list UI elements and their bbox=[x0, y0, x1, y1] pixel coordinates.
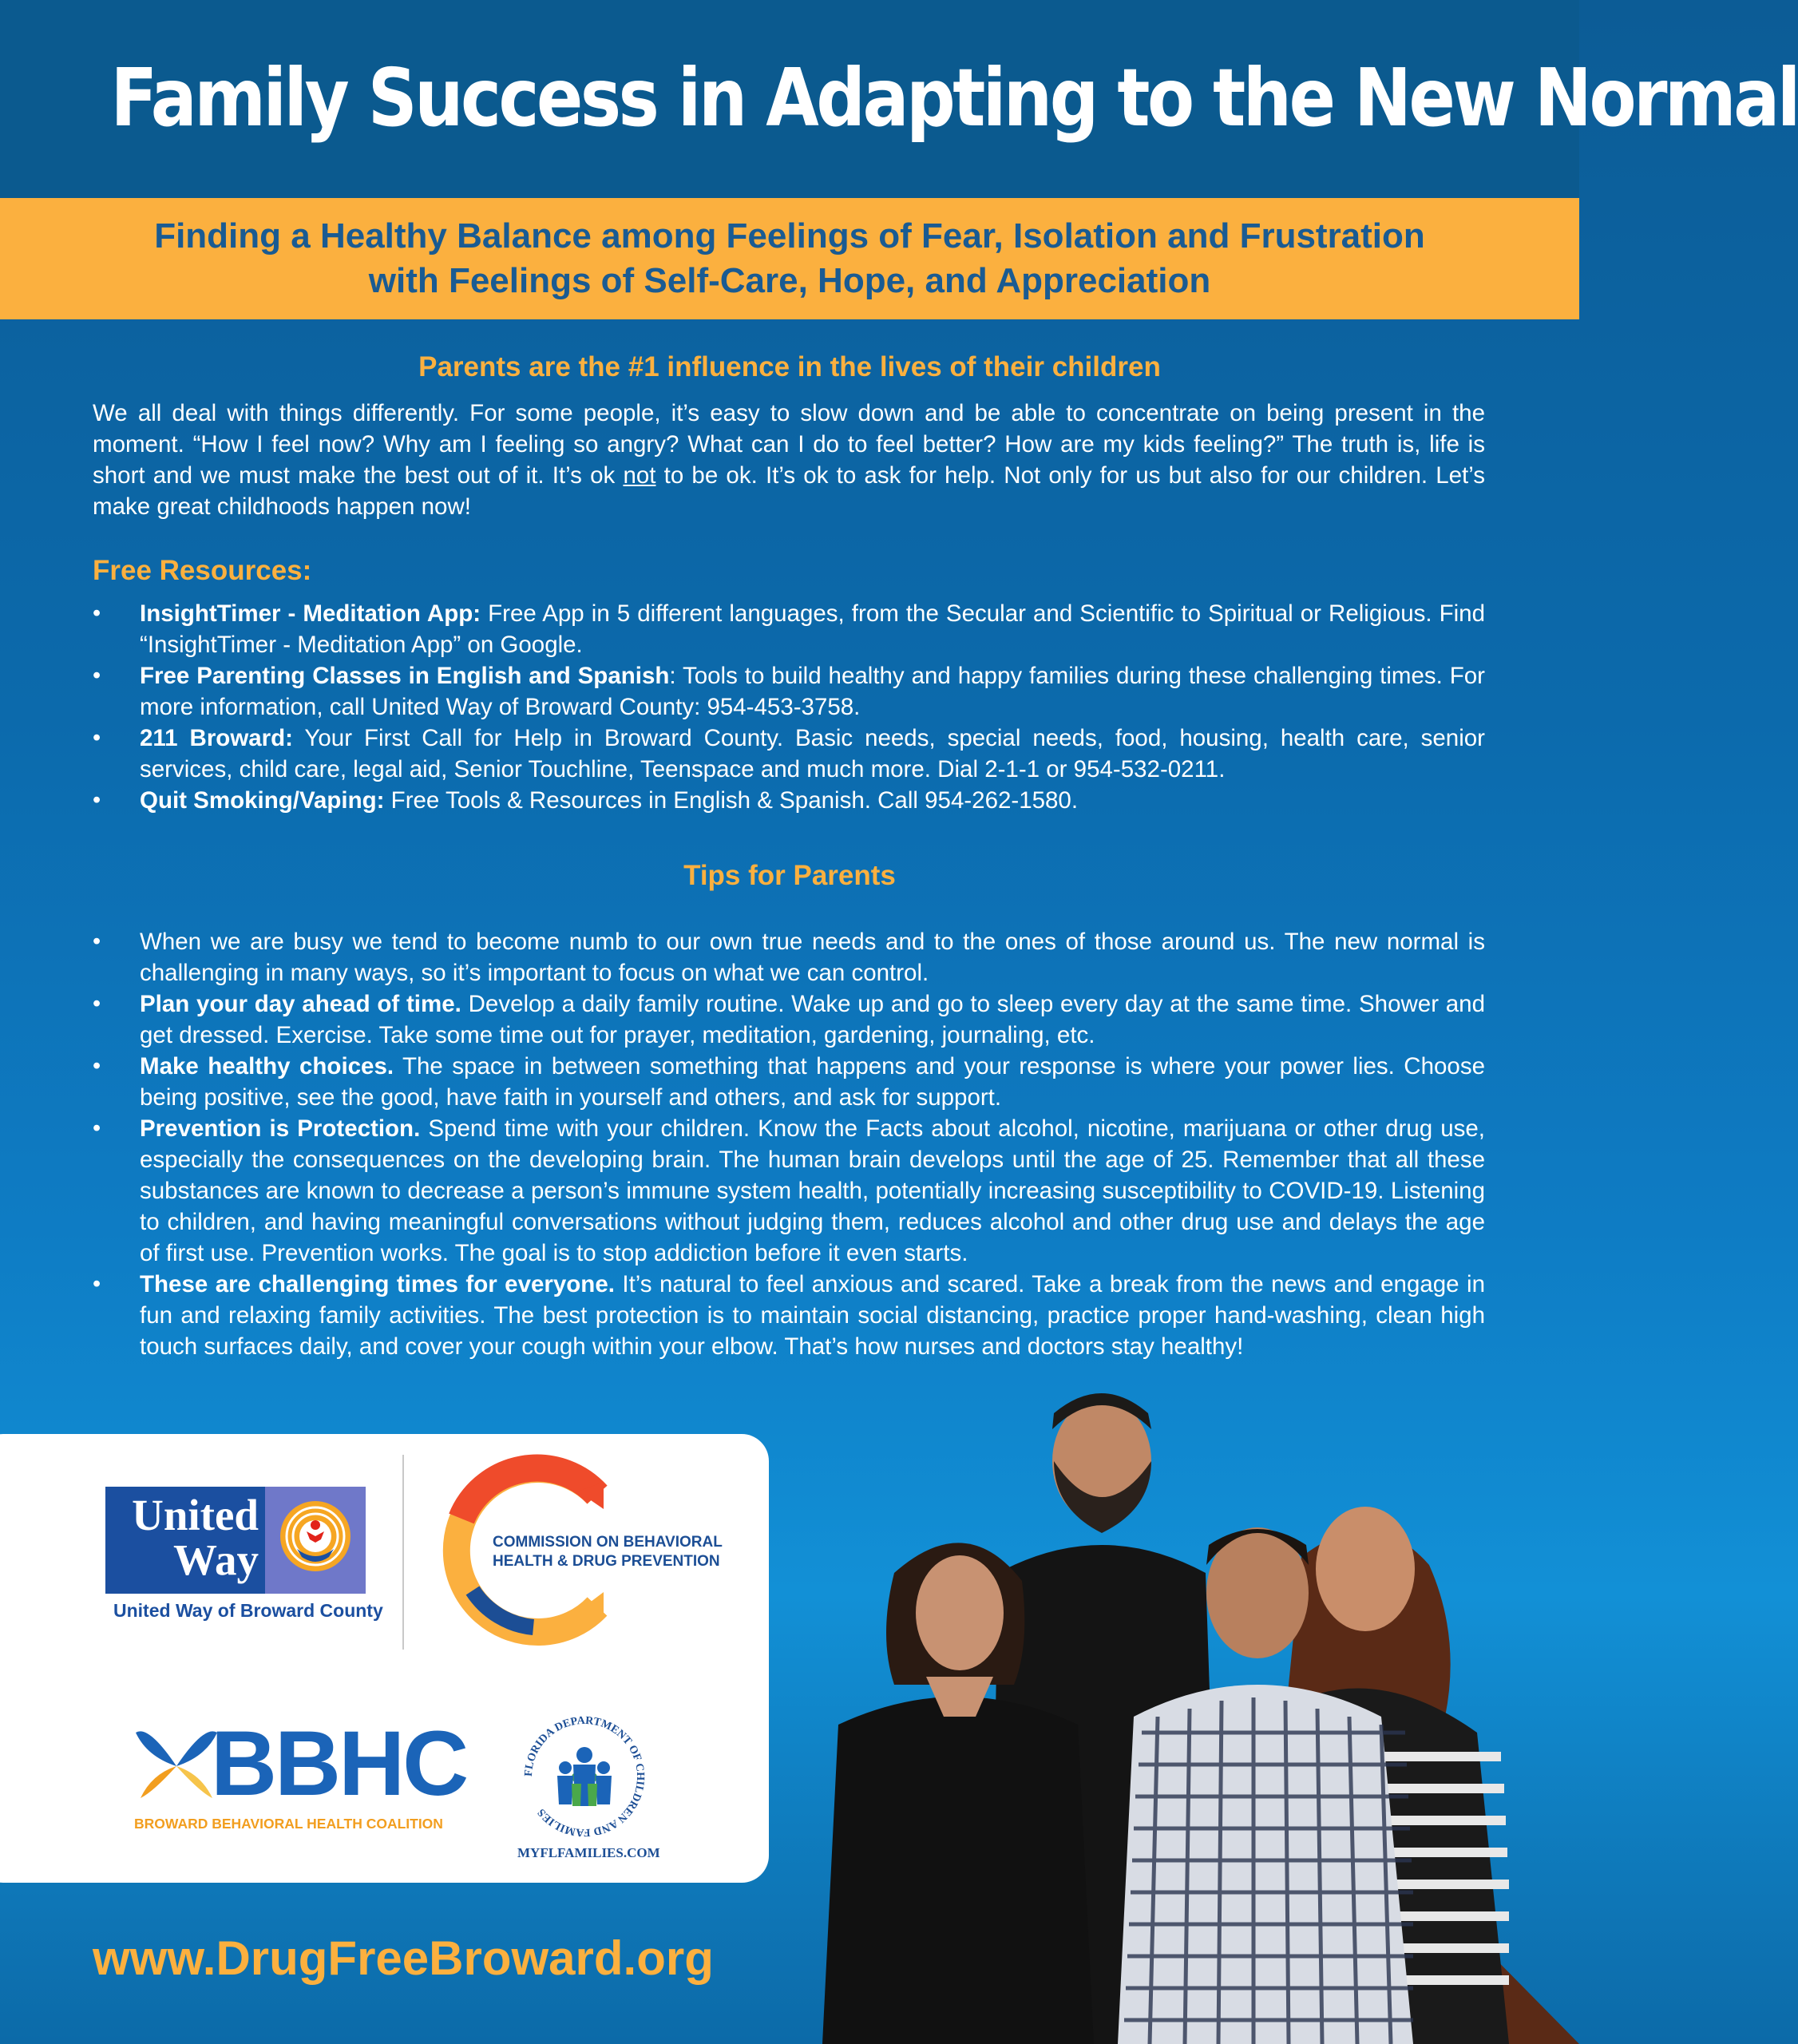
resource-text: Free App in 5 different languages, from the Secular and Scientific to Spiritual or Religious. Find “InsightTimer - Meditation App” on Google. bbox=[140, 600, 1485, 658]
intro-paragraph bbox=[93, 398, 1485, 522]
commission-name bbox=[493, 1533, 732, 1571]
united-way-emblem-icon bbox=[265, 1487, 366, 1594]
united-way-line-1: United bbox=[132, 1491, 259, 1539]
resources-heading: Free Resources: bbox=[93, 555, 312, 586]
intro-text-2: to be ok. It’s ok to ask for help. Not only for us but also for our children. Let’s make great childhoods happen now! bbox=[93, 462, 1486, 520]
bullet-icon: • bbox=[93, 1053, 101, 1079]
tip-text: Spend time with your children. Know the Facts about alcohol, nicotine, marijuana or other drug use, especially the consequences on the developing brain. The human brain develops until the age of 25. Remember that all these substances are known to decrease a person’s immune system health, potentially increasing susceptibility to COVID-19. Listening to children, and having meaningful conversations without judging them, reduces alcohol and other drug use and delays the age of first use. Prevention works. The goal is to stop addiction before it even starts. bbox=[140, 1115, 1485, 1266]
bullet-icon: • bbox=[93, 929, 101, 954]
title-band bbox=[0, 0, 1798, 198]
dcf-ring-text: FLORIDA DEPARTMENT OF CHILDREN AND FAMILIES bbox=[522, 1714, 647, 1839]
dcf-caption: MYFLFAMILIES.COM bbox=[517, 1845, 660, 1860]
list-item bbox=[93, 723, 1485, 785]
bullet-icon: • bbox=[93, 1115, 101, 1141]
tip-text: Develop a daily family routine. Wake up and go to sleep every day at the same time. Shower and get dressed. Exercise. Take some time out for prayer, meditation, gardening, journaling, etc. bbox=[140, 991, 1485, 1048]
logo-divider bbox=[402, 1455, 404, 1650]
florida-dcf-seal-icon bbox=[505, 1709, 664, 1844]
bullet-icon: • bbox=[93, 991, 101, 1016]
page-title: Family Success in Adapting to the New Normal bbox=[110, 51, 1798, 145]
resource-title: 211 Broward: bbox=[140, 725, 294, 751]
united-way-wordmark bbox=[115, 1493, 259, 1583]
subtitle-line-1: Finding a Healthy Balance among Feelings of Fear, Isolation and Frustration bbox=[154, 216, 1425, 256]
bbhc-butterfly-icon bbox=[133, 1725, 220, 1808]
bullet-icon: • bbox=[93, 600, 101, 626]
tips-list-wrap bbox=[93, 926, 1485, 1362]
bullet-icon: • bbox=[93, 725, 101, 751]
united-way-caption: United Way of Broward County bbox=[113, 1600, 383, 1621]
resources-list-wrap bbox=[93, 598, 1485, 816]
page-subtitle bbox=[0, 214, 1579, 303]
tip-title: Plan your day ahead of time. bbox=[140, 991, 461, 1017]
resource-title: Quit Smoking/Vaping: bbox=[140, 787, 385, 814]
resource-title: Free Parenting Classes in English and Spanish bbox=[140, 663, 670, 689]
intro-underlined: not bbox=[623, 462, 656, 489]
subtitle-line-2: with Feelings of Self-Care, Hope, and Appreciation bbox=[368, 261, 1211, 300]
commission-line-2: HEALTH & DRUG PREVENTION bbox=[493, 1553, 720, 1570]
list-item bbox=[93, 988, 1485, 1051]
united-way-logo bbox=[105, 1487, 366, 1594]
resource-text: Your First Call for Help in Broward County. Basic needs, special needs, food, housing, health care, senior services, child care, legal aid, Senior Touchline, Teenspace and much more. Dial 2-1-1 or 954-532-0211. bbox=[140, 725, 1485, 782]
united-way-line-2: Way bbox=[173, 1535, 259, 1584]
list-item bbox=[93, 1269, 1485, 1362]
tip-title: Prevention is Protection. bbox=[140, 1115, 421, 1142]
commission-line-1: COMMISSION ON BEHAVIORAL bbox=[493, 1534, 723, 1551]
list-item bbox=[93, 1051, 1485, 1113]
bullet-icon: • bbox=[93, 787, 101, 813]
list-item bbox=[93, 598, 1485, 660]
website-link[interactable]: www.DrugFreeBroward.org bbox=[93, 1931, 714, 1985]
intro-heading: Parents are the #1 influence in the lives of their children bbox=[418, 351, 1161, 382]
bbhc-wordmark: BBHC bbox=[211, 1713, 467, 1815]
list-item bbox=[93, 660, 1485, 723]
subtitle-band bbox=[0, 198, 1579, 319]
tip-title: These are challenging times for everyone. bbox=[140, 1271, 615, 1297]
resource-text: : Tools to build healthy and happy families during these challenging times. For more information, call United Way of Broward County: 954-453-3758. bbox=[140, 663, 1486, 720]
resources-list bbox=[93, 598, 1485, 816]
tip-text: It’s natural to feel anxious and scared. Take a break from the news and engage in fun and relaxing family activities. The best protection is to maintain social distancing, practice proper hand-washing, clean high touch surfaces daily, and cover your cough within your elbow. That’s how nurses and doctors stay healthy! bbox=[140, 1271, 1485, 1360]
resource-title: InsightTimer - Meditation App: bbox=[140, 600, 481, 627]
bullet-icon: • bbox=[93, 1271, 101, 1297]
bullet-icon: • bbox=[93, 663, 101, 688]
tip-title: Make healthy choices. bbox=[140, 1053, 394, 1079]
list-item bbox=[93, 785, 1485, 816]
tip-text: When we are busy we tend to become numb to our own true needs and to the ones of those around us. The new normal is challenging in many ways, so it’s important to focus on what we can control. bbox=[140, 929, 1485, 986]
resource-text: Free Tools & Resources in English & Spanish. Call 954-262-1580. bbox=[384, 787, 1079, 814]
family-photo bbox=[790, 1381, 1579, 2044]
tip-text: The space in between something that happens and your response is where your power lies. Choose being positive, see the good, have faith in yourself and others, and ask for support. bbox=[140, 1053, 1485, 1111]
tips-heading: Tips for Parents bbox=[683, 860, 896, 891]
intro-text-1: We all deal with things differently. For some people, it’s easy to slow down and be able to concentrate on being present in the moment. “How I feel now? Why am I feeling so angry? What can I do to feel better? How are my kids feeling?” The truth is, life is short and we must make the best out of it. It’s ok bbox=[93, 400, 1485, 489]
list-item bbox=[93, 1113, 1485, 1269]
tips-list bbox=[93, 926, 1485, 1362]
bbhc-caption: BROWARD BEHAVIORAL HEALTH COALITION bbox=[134, 1816, 443, 1832]
list-item bbox=[93, 926, 1485, 988]
